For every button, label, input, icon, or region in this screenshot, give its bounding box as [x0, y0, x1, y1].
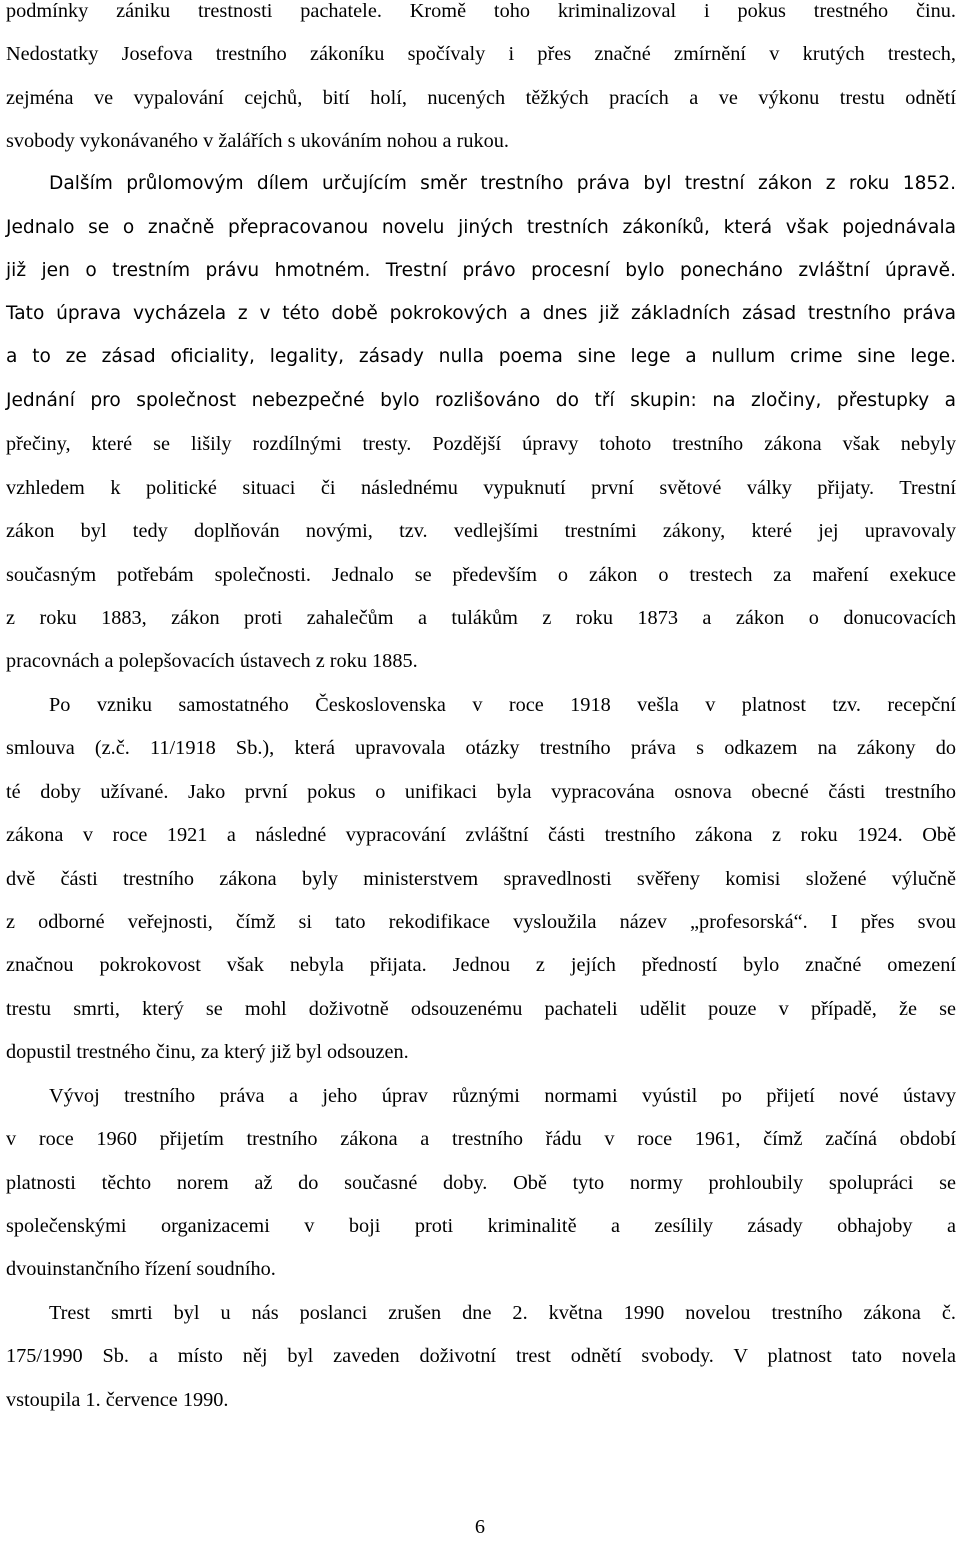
text-line: Tato úprava vycházela z v této době pokrokových a dnes již základních zásad trestního práva — [6, 303, 956, 324]
text-line: té doby užívané. Jako první pokus o unifikaci byla vypracována osnova obecné části trestního — [6, 781, 956, 803]
text-line: z odborné veřejnosti, čímž si tato rekodifikace vysloužila název „profesorská“. I přes svou — [6, 911, 956, 933]
text-line: přečiny, které se lišily rozdílnými tresty. Pozdější úpravy tohoto trestního zákona však nebyly — [6, 433, 956, 455]
text-line: Jednání pro společnost nebezpečné bylo rozlišováno do tří skupin: na zločiny, přestupky a — [6, 390, 956, 411]
text-line: podmínky zániku trestnosti pachatele. Kromě toho kriminalizoval i pokus trestného činu. — [6, 0, 956, 22]
page-number: 6 — [474, 1516, 486, 1538]
text-line: Po vzniku samostatného Československa v roce 1918 vešla v platnost tzv. recepční — [49, 694, 956, 716]
text-line: dopustil trestného činu, za který již byl odsouzen. — [6, 1041, 409, 1063]
text-line: zejména ve vypalování cejchů, bití holí, nucených těžkých pracích a ve výkonu trestu odnětí — [6, 87, 956, 109]
text-line: dvě části trestního zákona byly ministerstvem spravedlnosti svěřeny komisi složené výlučně — [6, 868, 956, 890]
text-line: trestu smrti, který se mohl doživotně odsouzenému pachateli udělit pouze v případě, že se — [6, 998, 956, 1020]
text-line: zákon byl tedy doplňován novými, tzv. vedlejšími trestními zákony, které jej upravovaly — [6, 520, 956, 542]
text-line: v roce 1960 přijetím trestního zákona a trestního řádu v roce 1961, čímž začíná období — [6, 1128, 956, 1150]
text-line: již jen o trestním právu hmotném. Trestní právo procesní bylo ponecháno zvláštní úpravě. — [6, 260, 956, 281]
text-line: současným potřebám společnosti. Jednalo se především o zákon o trestech za maření exekuce — [6, 564, 956, 586]
text-line: 175/1990 Sb. a místo něj byl zaveden doživotní trest odnětí svobody. V platnost tato novela — [6, 1345, 956, 1367]
text-line: Trest smrti byl u nás poslanci zrušen dne 2. května 1990 novelou trestního zákona č. — [49, 1302, 956, 1324]
text-line: Jednalo se o značně přepracovanou novelu jiných trestních zákoníků, která však pojednávala — [6, 217, 956, 238]
text-line: platnosti těchto norem až do současné doby. Obě tyto normy prohloubily spolupráci se — [6, 1172, 956, 1194]
text-line: Vývoj trestního práva a jeho úprav různými normami vyústil po přijetí nové ústavy — [49, 1085, 956, 1107]
text-line: pracovnách a polepšovacích ústavech z roku 1885. — [6, 650, 418, 672]
text-line: svobody vykonávaného v žalářích s ukováním nohou a rukou. — [6, 130, 509, 152]
text-line: smlouva (z.č. 11/1918 Sb.), která upravovala otázky trestního práva s odkazem na zákony do — [6, 737, 956, 759]
text-line: vzhledem k politické situaci či následnému vypuknutí první světové války přijaty. Trestní — [6, 477, 956, 499]
text-line: a to ze zásad oficiality, legality, zásady nulla poema sine lege a nullum crime sine lege. — [6, 346, 956, 367]
text-line: z roku 1883, zákon proti zahalečům a tulákům z roku 1873 a zákon o donucovacích — [6, 607, 956, 629]
text-line: značnou pokrokovost však nebyla přijata. Jednou z jejích předností bylo značné omezení — [6, 954, 956, 976]
text-line: zákona v roce 1921 a následné vypracování zvláštní části trestního zákona z roku 1924. Obě — [6, 824, 956, 846]
text-line: vstoupila 1. července 1990. — [6, 1389, 229, 1411]
text-line: dvouinstančního řízení soudního. — [6, 1258, 276, 1280]
text-line: Dalším průlomovým dílem určujícím směr trestního práva byl trestní zákon z roku 1852. — [49, 173, 956, 194]
text-line: společenskými organizacemi v boji proti kriminalitě a zesílily zásady obhajoby a — [6, 1215, 956, 1237]
text-line: Nedostatky Josefova trestního zákoníku spočívaly i přes značné zmírnění v krutých trestech, — [6, 43, 956, 65]
